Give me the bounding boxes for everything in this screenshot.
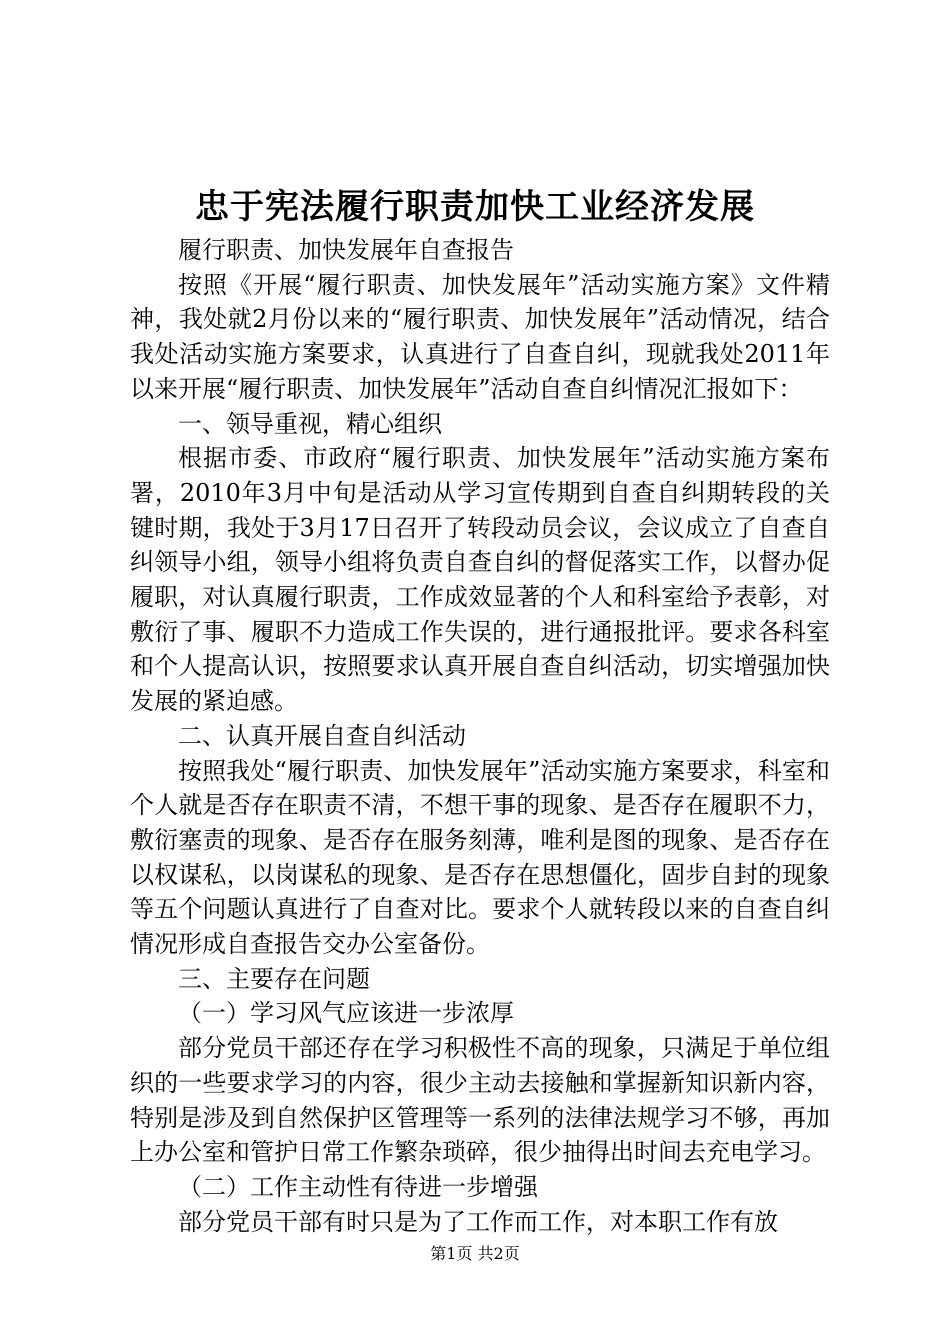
page-footer: 第1页 共2页 bbox=[430, 1244, 520, 1263]
intro-paragraph: 按照《开展“履行职责、加快发展年”活动实施方案》文件精神，我处就2月份以来的“履行职责、加快发展年”活动情况，结合我处活动实施方案要求，认真进行了自查自纠，现就我处2011年以来开展“履行职责、加快发展年”活动自查自纠情况汇报如下： bbox=[130, 270, 830, 403]
document-title: 忠于宪法履行职责加快工业经济发展 bbox=[195, 187, 755, 227]
subsection-heading-2: （二）工作主动性有待进一步增强 bbox=[178, 1172, 538, 1201]
subsection-2-paragraph: 部分党员干部有时只是为了工作而工作，对本职工作有放 bbox=[178, 1207, 778, 1236]
subsection-1-paragraph: 部分党员干部还存在学习积极性不高的现象，只满足于单位组织的一些要求学习的内容，很少主动去接触和掌握新知识新内容，特别是涉及到自然保护区管理等一系列的法律法规学习不够，再加上办公室和管护日常工作繁杂琐碎，很少抽得出时间去充电学习。 bbox=[130, 1034, 830, 1167]
section-heading-1: 一、领导重视，精心组织 bbox=[178, 409, 442, 438]
section-1-paragraph: 根据市委、市政府“履行职责、加快发展年”活动实施方案布署，2010年3月中旬是活动从学习宣传期到自查自纠期转段的关键时期，我处于3月17日召开了转段动员会议，会议成立了自查自纠领导小组，领导小组将负责自查自纠的督促落实工作，以督办促履职，对认真履行职责，工作成效显著的个人和科室给予表彰，对敷衍了事、履职不力造成工作失误的，进行通报批评。要求各科室和个人提高认识，按照要求认真开展自查自纠活动，切实增强加快发展的紧迫感。 bbox=[130, 444, 830, 716]
section-heading-2: 二、认真开展自查自纠活动 bbox=[178, 721, 466, 750]
section-heading-3: 三、主要存在问题 bbox=[178, 964, 370, 993]
subsection-heading-1: （一）学习风气应该进一步浓厚 bbox=[178, 999, 514, 1028]
subtitle-paragraph: 履行职责、加快发展年自查报告 bbox=[178, 236, 514, 264]
document-body bbox=[130, 233, 830, 1239]
section-2-paragraph: 按照我处“履行职责、加快发展年”活动实施方案要求，科室和个人就是否存在职责不清，不想干事的现象、是否存在履职不力，敷衍塞责的现象、是否存在服务刻薄，唯利是图的现象、是否存在以权谋私，以岗谋私的现象、是否存在思想僵化，固步自封的现象等五个问题认真进行了自查对比。要求个人就转段以来的自查自纠情况形成自查报告交办公室备份。 bbox=[130, 756, 830, 959]
